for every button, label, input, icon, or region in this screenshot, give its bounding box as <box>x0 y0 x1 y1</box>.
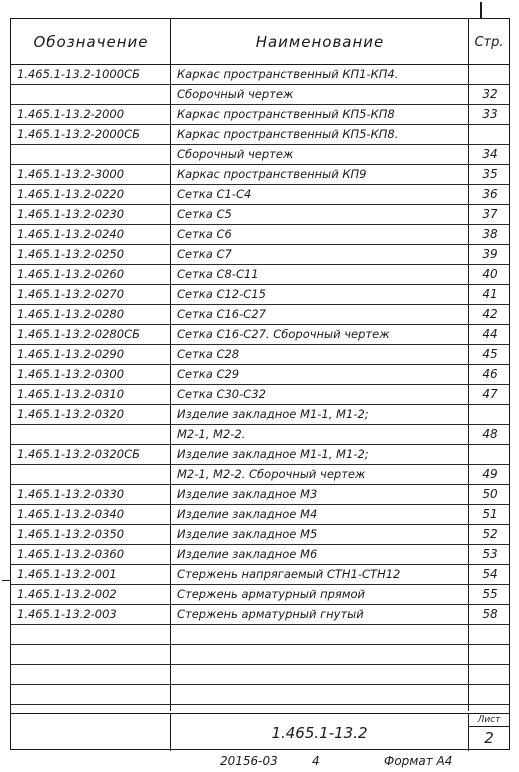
row-name: Каркас пространственный КП1-КП4. <box>177 67 399 81</box>
row-page: 54 <box>482 567 498 581</box>
row-page: 46 <box>482 367 498 381</box>
table-body <box>11 65 509 705</box>
table-row <box>11 385 509 405</box>
row-name: Сетка С7 <box>177 247 232 261</box>
table-row <box>11 185 509 205</box>
row-designation: 1.465.1-13.2-1000СБ <box>17 67 140 81</box>
empty-row <box>11 685 509 705</box>
row-designation: 1.465.1-13.2-0310 <box>17 387 125 401</box>
row-page: 40 <box>482 267 498 281</box>
row-name: М2-1, М2-2. Сборочный чертеж <box>177 467 366 481</box>
row-page <box>471 125 509 144</box>
row-name: Сетка С28 <box>177 347 240 361</box>
table-row <box>11 305 509 325</box>
row-designation: 1.465.1-13.2-0260 <box>17 267 125 281</box>
sheet-label: Лист <box>469 714 509 727</box>
row-designation: 1.465.1-13.2-0250 <box>17 247 125 261</box>
row-name: Каркас пространственный КП5-КП8. <box>177 127 399 141</box>
title-block <box>11 713 509 751</box>
archive-number: 20156-03 <box>220 754 278 768</box>
header-page: Стр. <box>474 34 504 50</box>
row-page: 34 <box>482 147 498 161</box>
row-name: Сетка С29 <box>177 367 240 381</box>
row-page: 42 <box>482 307 498 321</box>
header-name: Наименование <box>255 33 385 51</box>
row-designation: 1.465.1-13.2-0350 <box>17 527 125 541</box>
row-name: Изделие закладное М4 <box>177 507 318 521</box>
table-row <box>11 565 509 585</box>
row-name: Сетка С16-С27 <box>177 307 266 321</box>
table-row <box>11 345 509 365</box>
table-row <box>11 365 509 385</box>
row-page: 50 <box>482 487 498 501</box>
row-designation: 1.465.1-13.2-0300 <box>17 367 125 381</box>
row-page: 53 <box>482 547 498 561</box>
row-designation: 1.465.1-13.2-0290 <box>17 347 125 361</box>
row-designation: 1.465.1-13.2-3000 <box>17 167 125 181</box>
row-page: 44 <box>482 327 498 341</box>
row-designation: 1.465.1-13.2-003 <box>17 607 117 621</box>
table-row <box>11 265 509 285</box>
row-name: Каркас пространственный КП5-КП8 <box>177 107 395 121</box>
table-row <box>11 505 509 525</box>
table-row <box>11 165 509 185</box>
row-designation: 1.465.1-13.2-0220 <box>17 187 125 201</box>
row-name: Сетка С5 <box>177 207 232 221</box>
row-designation: 1.465.1-13.2-0320 <box>17 407 125 421</box>
row-designation: 1.465.1-13.2-0320СБ <box>17 447 140 461</box>
row-designation: 1.465.1-13.2-0270 <box>17 287 125 301</box>
row-page: 51 <box>482 507 498 521</box>
table-row <box>11 605 509 625</box>
row-name: Сборочный чертеж <box>177 147 294 161</box>
table-row <box>11 585 509 605</box>
table-row <box>11 85 509 105</box>
row-name: Изделие закладное М6 <box>177 547 318 561</box>
table-row <box>11 465 509 485</box>
table-row <box>11 525 509 545</box>
row-page <box>471 65 509 84</box>
empty-row <box>11 665 509 685</box>
left-edge-mark <box>2 580 10 581</box>
table-row <box>11 285 509 305</box>
row-page: 38 <box>482 227 498 241</box>
table-row <box>11 445 509 465</box>
row-name: Сетка С6 <box>177 227 232 241</box>
row-name: Каркас пространственный КП9 <box>177 167 367 181</box>
row-page: 32 <box>482 87 498 101</box>
row-designation: 1.465.1-13.2-0280 <box>17 307 125 321</box>
table-row <box>11 545 509 565</box>
row-designation: 1.465.1-13.2-002 <box>17 587 117 601</box>
row-designation <box>17 145 169 164</box>
document-code: 1.465.1-13.2 <box>171 714 469 751</box>
row-page: 37 <box>482 207 498 221</box>
row-designation: 1.465.1-13.2-0340 <box>17 507 125 521</box>
title-block-left <box>11 714 171 751</box>
row-page: 35 <box>482 167 498 181</box>
table-row <box>11 485 509 505</box>
document-sheet <box>10 18 510 750</box>
sheet-cell <box>469 714 509 751</box>
table-row <box>11 145 509 165</box>
page-marker: 4 <box>312 754 320 768</box>
table-row <box>11 205 509 225</box>
row-designation: 1.465.1-13.2-2000СБ <box>17 127 140 141</box>
header-designation: Обозначение <box>33 33 149 51</box>
row-page: 55 <box>482 587 498 601</box>
row-name: Стержень арматурный гнутый <box>177 607 364 621</box>
row-name: Сетка С16-С27. Сборочный чертеж <box>177 327 390 341</box>
empty-row <box>11 645 509 665</box>
row-page: 33 <box>482 107 498 121</box>
row-page: 49 <box>482 467 498 481</box>
row-name: Сетка С8-С11 <box>177 267 259 281</box>
row-name: Сетка С1-С4 <box>177 187 252 201</box>
row-designation: 1.465.1-13.2-0330 <box>17 487 125 501</box>
sheet-number: 2 <box>484 729 494 747</box>
table-row <box>11 325 509 345</box>
row-page: 48 <box>482 427 498 441</box>
row-page: 36 <box>482 187 498 201</box>
row-page: 45 <box>482 347 498 361</box>
table-row <box>11 225 509 245</box>
row-page: 58 <box>482 607 498 621</box>
row-designation: 1.465.1-13.2-001 <box>17 567 117 581</box>
row-page: 47 <box>482 387 498 401</box>
row-designation: 1.465.1-13.2-0230 <box>17 207 125 221</box>
row-designation <box>17 465 169 484</box>
row-designation: 1.465.1-13.2-0280СБ <box>17 327 140 341</box>
top-edge-mark <box>480 2 482 18</box>
row-name: Сетка С30-С32 <box>177 387 266 401</box>
row-name: Изделие закладное М1-1, М1-2; <box>177 407 369 421</box>
row-name: М2-1, М2-2. <box>177 427 246 441</box>
row-page: 52 <box>482 527 498 541</box>
row-name: Изделие закладное М1-1, М1-2; <box>177 447 369 461</box>
row-page <box>471 405 509 424</box>
format-label: Формат А4 <box>384 754 453 768</box>
row-designation <box>17 85 169 104</box>
table-row <box>11 245 509 265</box>
table-row <box>11 405 509 425</box>
table-row <box>11 105 509 125</box>
row-name: Изделие закладное М3 <box>177 487 318 501</box>
row-name: Стержень напрягаемый СТН1-СТН12 <box>177 567 401 581</box>
row-name: Стержень арматурный прямой <box>177 587 366 601</box>
table-row <box>11 65 509 85</box>
row-page: 39 <box>482 247 498 261</box>
empty-row <box>11 625 509 645</box>
row-designation: 1.465.1-13.2-2000 <box>17 107 125 121</box>
row-designation: 1.465.1-13.2-0360 <box>17 547 125 561</box>
table-row <box>11 425 509 445</box>
table-row <box>11 125 509 145</box>
row-name: Сборочный чертеж <box>177 87 294 101</box>
row-name: Сетка С12-С15 <box>177 287 266 301</box>
table-header <box>11 19 509 65</box>
row-page: 41 <box>482 287 498 301</box>
row-designation <box>17 425 169 444</box>
row-page <box>471 445 509 464</box>
row-name: Изделие закладное М5 <box>177 527 318 541</box>
row-designation: 1.465.1-13.2-0240 <box>17 227 125 241</box>
